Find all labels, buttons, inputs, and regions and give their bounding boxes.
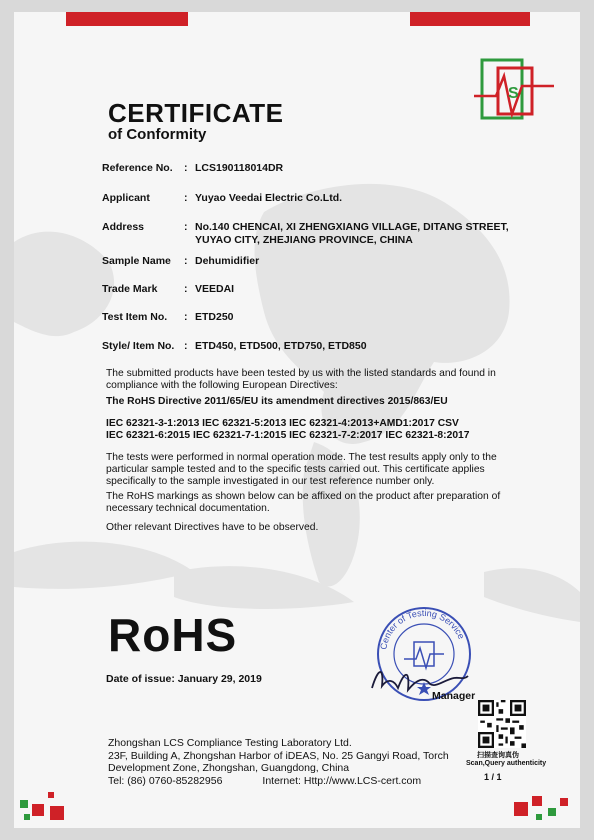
lab-address-2: Development Zone, Zhongshan, Guangdong, China [108, 762, 350, 774]
test-item-value: ETD250 [195, 311, 234, 323]
stamp-text: Center of Testing Service [378, 607, 467, 651]
other-directives-note: Other relevant Directives have to be observed. [106, 522, 319, 533]
colon: : [184, 192, 188, 204]
sample-name-label: Sample Name [102, 255, 171, 267]
reference-value: LCS190118014DR [195, 162, 284, 174]
lab-address-1: 23F, Building A, Zhongshan Harbor of iDEAS, No. 25 Gangyi Road, Torch [108, 749, 449, 762]
standards-line-2: IEC 62321-6:2015 IEC 62321-7-1:2015 IEC 62321-7-2:2017 IEC 62321-8:2017 [106, 430, 470, 441]
colon: : [184, 283, 188, 295]
rohs-mark: RoHS [108, 609, 238, 661]
applicant-value: Yuyao Veedai Electric Co.Ltd. [195, 192, 343, 204]
signature-title: Manager [432, 690, 476, 702]
lab-info [108, 737, 488, 787]
certificate-page [14, 12, 580, 828]
lab-name: Zhongshan LCS Compliance Testing Laboratory Ltd. [108, 737, 352, 749]
applicant-label: Applicant [102, 192, 150, 204]
certificate-title: CERTIFICATE [108, 98, 284, 128]
trade-mark-label: Trade Mark [102, 283, 158, 295]
lab-tel: Tel: (86) 0760-85282956 [108, 774, 223, 787]
colon: : [184, 162, 188, 174]
style-item-label: Style/ Item No. [102, 340, 175, 352]
address-label: Address [102, 221, 145, 233]
markings-note: The RoHS markings as shown below can be affixed on the product after preparation of necessary technical documentation. [106, 491, 501, 514]
certificate-subtitle: of Conformity [108, 126, 207, 143]
colon: : [184, 311, 188, 323]
tests-note: The tests were performed in normal operation mode. The test results apply only to the particular sample tested and to the specific tests carried out. This certificate applies specifically to the sample investigated in our test reference number only. [106, 452, 497, 487]
page-number: 1 / 1 [484, 772, 502, 782]
standards-line-1: IEC 62321-3-1:2013 IEC 62321-5:2013 IEC 62321-4:2013+AMD1:2017 CSV [106, 418, 459, 429]
colon: : [184, 255, 188, 267]
svg-text:Center of Testing Service [378, 608, 466, 650]
trade-mark-value: VEEDAI [195, 283, 235, 295]
colon: : [184, 340, 188, 352]
style-item-value: ETD450, ETD500, ETD750, ETD850 [195, 340, 367, 352]
corner-deco-left [20, 792, 80, 822]
reference-label: Reference No. [102, 162, 173, 174]
date-of-issue: Date of issue: January 29, 2019 [106, 673, 262, 685]
qr-caption-en: Scan,Query authenticity [466, 760, 547, 767]
qr-caption-cn: 扫描查询真伪 [477, 752, 519, 759]
sample-name-value: Dehumidifier [195, 255, 260, 267]
corner-deco-right [514, 792, 574, 822]
test-item-label: Test Item No. [102, 311, 168, 323]
svg-text:S: S [508, 85, 519, 102]
directive-line: The RoHS Directive 2011/65/EU its amendment directives 2015/863/EU [106, 396, 448, 407]
colon: : [184, 221, 188, 233]
lab-web: Internet: Http://www.LCS-cert.com [262, 774, 422, 787]
intro-paragraph: The submitted products have been tested by us with the listed standards and found in compliance with the following European Directives: [106, 368, 496, 391]
address-value: No.140 CHENCAI, XI ZHENGXIANG VILLAGE, DITANG STREET, YUYAO CITY, ZHEJIANG PROVINCE, CHINA [195, 221, 509, 246]
lcs-logo [472, 56, 556, 124]
lab-contact [108, 775, 488, 788]
